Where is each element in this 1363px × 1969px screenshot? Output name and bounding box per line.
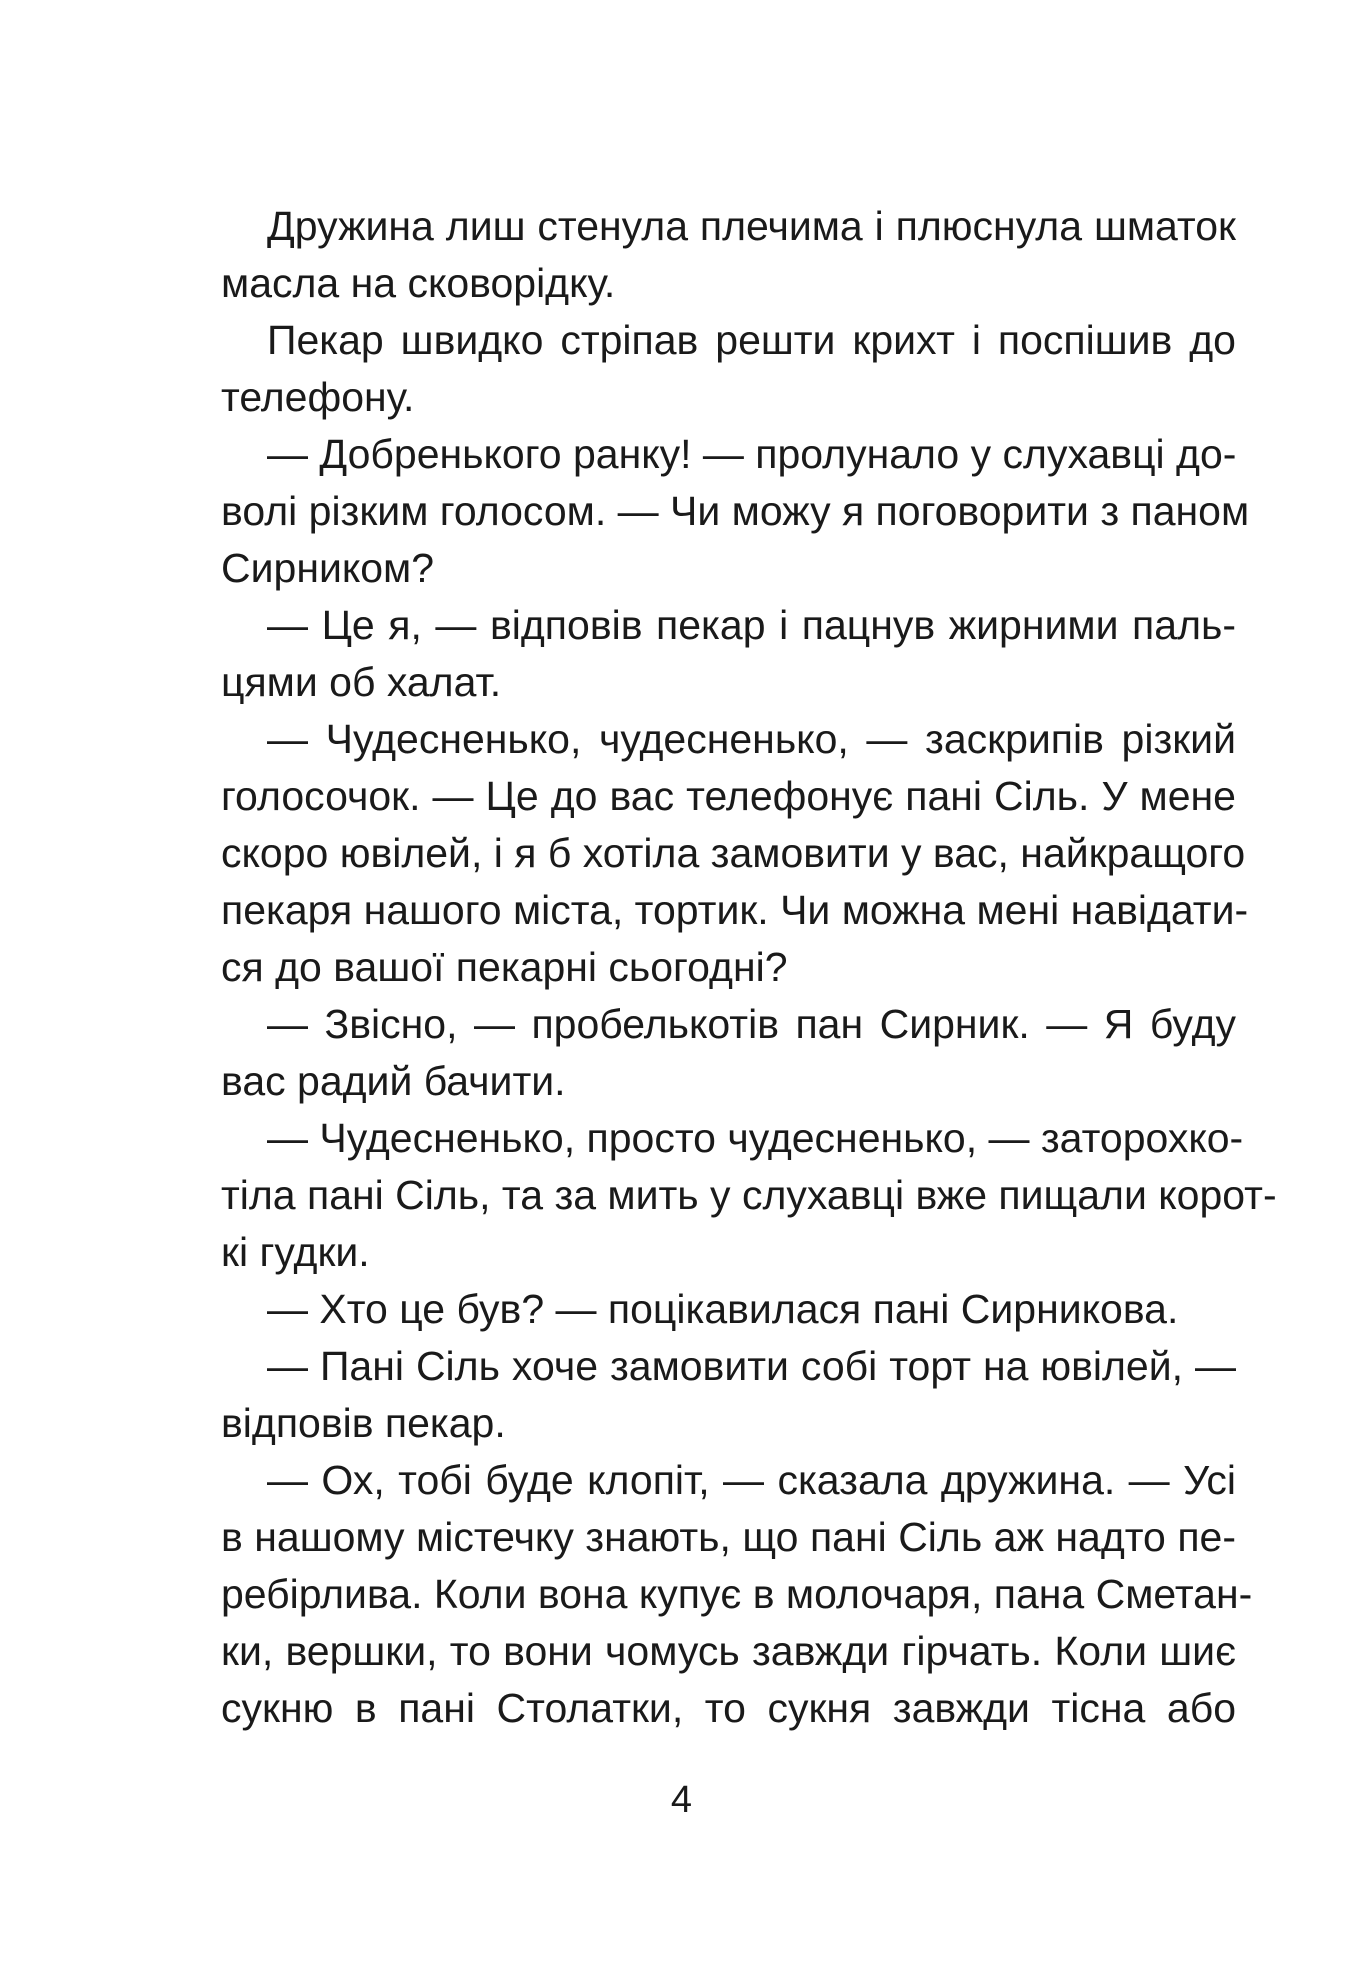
text-line: — Пані Сіль хоче замовити собі торт на ювілей, — [267, 1343, 1236, 1389]
text-line: — Це я, — відповів пекар і пацнув жирними паль- [267, 602, 1236, 648]
text-line: масла на сковорідку. [221, 260, 616, 306]
text-line: — Добренького ранку! — пролунало у слухавці до- [267, 431, 1237, 477]
text-line: Сирником? [221, 545, 435, 591]
text-line: телефону. [221, 374, 415, 420]
text-line: в нашому містечку знають, що пані Сіль аж надто пе- [221, 1514, 1236, 1560]
text-line: кі гудки. [221, 1229, 370, 1275]
text-line: тіла пані Сіль, та за мить у слухавці вже пищали корот- [221, 1172, 1277, 1218]
text-line: сукню в пані Столатки, то сукня завжди тісна або [221, 1685, 1236, 1731]
page-number: 4 [670, 1779, 693, 1821]
text-line: ки, вершки, то вони чомусь завжди гірчать. Коли шиє [221, 1628, 1236, 1674]
text-line: цями об халат. [221, 659, 502, 705]
text-line: ся до вашої пекарні сьогодні? [221, 944, 788, 990]
text-line: — Чудесненько, чудесненько, — заскрипів різкий [267, 716, 1236, 762]
text-line: голосочок. — Це до вас телефонує пані Сіль. У мене [221, 773, 1236, 819]
text-line: Пекар швидко стріпав решти крихт і поспішив до [267, 317, 1236, 363]
text-line: волі різким голосом. — Чи можу я поговорити з паном [221, 488, 1250, 534]
text-line: — Ох, тобі буде клопіт, — сказала дружина. — Усі [267, 1457, 1236, 1503]
text-line: відповів пекар. [221, 1400, 506, 1446]
text-line: вас радий бачити. [221, 1058, 566, 1104]
text-line: пекаря нашого міста, тортик. Чи можна мені навідати- [221, 887, 1249, 933]
text-line: скоро ювілей, і я б хотіла замовити у вас, найкращого [221, 830, 1246, 876]
text-line: — Звісно, — пробелькотів пан Сирник. — Я буду [267, 1001, 1236, 1047]
text-line: Дружина лиш стенула плечима і плюснула шматок [267, 203, 1236, 249]
text-line: — Чудесненько, просто чудесненько, — заторохко- [267, 1115, 1244, 1161]
text-line: ребірлива. Коли вона купує в молочаря, пана Сметан- [221, 1571, 1253, 1617]
text-line: — Хто це був? — поцікавилася пані Сирникова. [267, 1286, 1179, 1332]
body-text [221, 198, 1277, 1737]
